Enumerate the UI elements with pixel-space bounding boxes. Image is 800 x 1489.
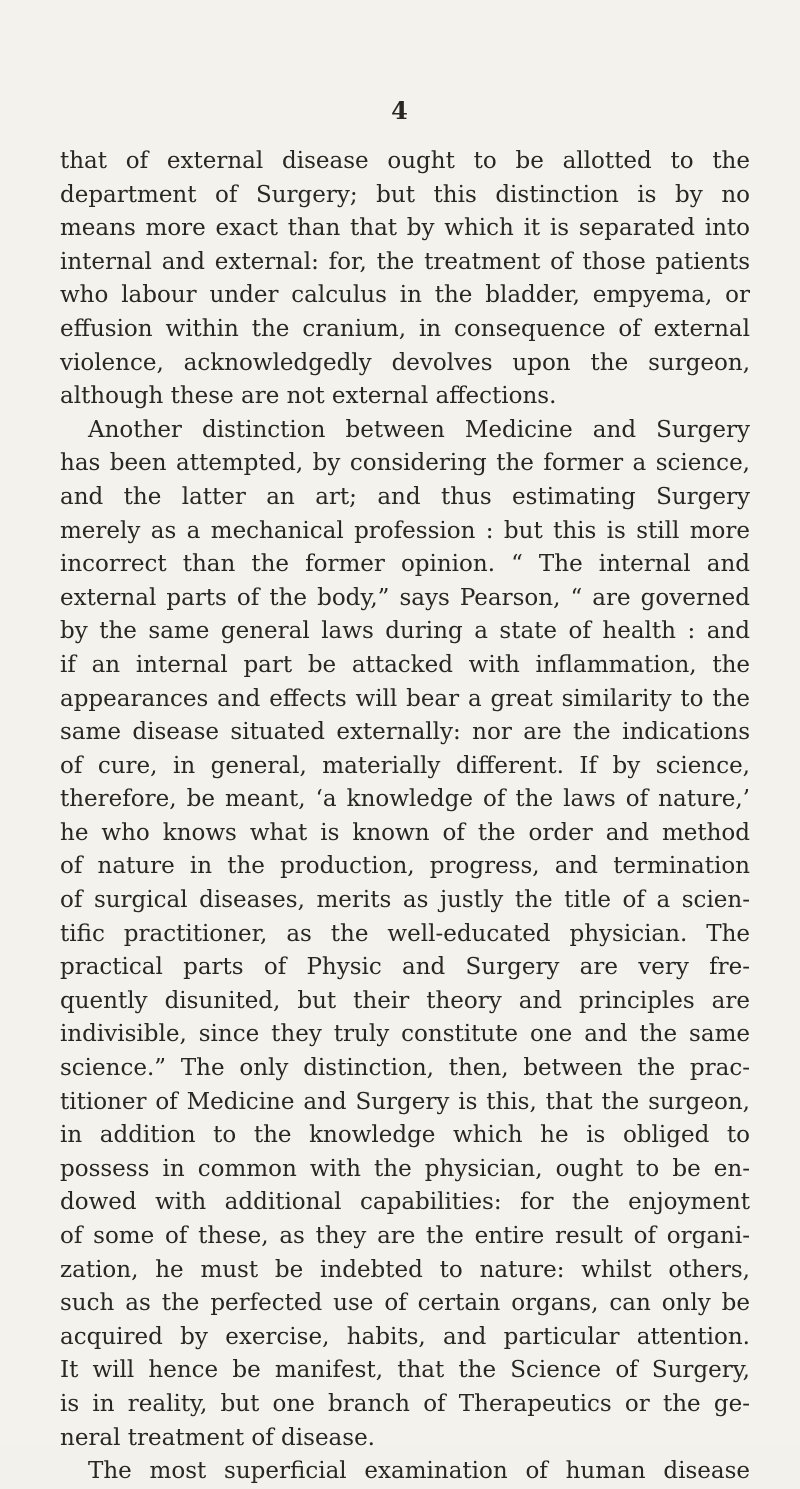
text-line: dowed with additional capabilities: for the enjoyment <box>60 1189 750 1216</box>
text-line: acquired by exercise, habits, and particular attention. <box>60 1323 750 1350</box>
text-line: by the same general laws during a state of health : and <box>60 618 750 645</box>
text-line: in addition to the knowledge which he is obliged to <box>60 1122 750 1149</box>
text-line: practical parts of Physic and Surgery are very fre- <box>60 954 750 981</box>
text-line: merely as a mechanical profession : but this is still more <box>60 517 750 544</box>
body-text <box>60 145 750 1489</box>
text-line: internal and external: for, the treatment of those patients <box>60 248 750 275</box>
text-line: means more exact than that by which it is separated into <box>60 215 750 242</box>
text-line: of nature in the production, progress, and termination <box>60 853 750 880</box>
text-line: has been attempted, by considering the former a science, <box>60 450 750 477</box>
text-line: department of Surgery; but this distinction is by no <box>60 181 750 208</box>
text-line: indivisible, since they truly constitute one and the same <box>60 1021 750 1048</box>
text-line: same disease situated externally: nor are the indications <box>60 719 750 746</box>
text-line: and the latter an art; and thus estimating Surgery <box>60 483 750 510</box>
text-line: Another distinction between Medicine and Surgery <box>88 416 750 443</box>
text-line: if an internal part be attacked with inflammation, the <box>60 651 750 678</box>
text-line: is in reality, but one branch of Therapeutics or the ge- <box>60 1390 750 1417</box>
text-line: violence, acknowledgedly devolves upon the surgeon, <box>60 349 750 376</box>
text-line: therefore, be meant, ‘a knowledge of the laws of nature,’ <box>60 786 750 813</box>
text-line: although these are not external affections. <box>60 383 557 410</box>
text-line: such as the perfected use of certain organs, can only be <box>60 1290 750 1317</box>
page-number: 4 <box>391 96 409 125</box>
text-line: incorrect than the former opinion. “ The internal and <box>60 551 750 578</box>
text-line: of surgical diseases, merits as justly the title of a scien- <box>60 887 750 914</box>
text-line: effusion within the cranium, in consequence of external <box>60 315 750 342</box>
text-line: that of external disease ought to be allotted to the <box>60 148 750 174</box>
text-line: tific practitioner, as the well-educated physician. The <box>60 920 750 947</box>
text-line: possess in common with the physician, ought to be en- <box>60 1155 750 1182</box>
text-line: titioner of Medicine and Surgery is this, that the surgeon, <box>60 1088 750 1115</box>
text-line: science.” The only distinction, then, between the prac- <box>60 1055 750 1082</box>
text-line: of some of these, as they are the entire result of organi- <box>60 1223 750 1249</box>
text-line: who labour under calculus in the bladder, empyema, or <box>60 282 750 309</box>
text-line: he who knows what is known of the order and method <box>60 819 750 846</box>
text-line: appearances and effects will bear a great similarity to the <box>60 685 750 712</box>
text-line: external parts of the body,” says Pearson, “ are governed <box>60 584 750 611</box>
text-line: The most superficial examination of human disease <box>88 1458 750 1485</box>
text-line: It will hence be manifest, that the Science of Surgery, <box>60 1357 750 1384</box>
text-line: zation, he must be indebted to nature: whilst others, <box>60 1256 750 1283</box>
text-line: quently disunited, but their theory and principles are <box>60 987 750 1014</box>
text-line: neral treatment of disease. <box>60 1424 375 1451</box>
text-line: of cure, in general, materially different. If by science, <box>60 752 750 779</box>
